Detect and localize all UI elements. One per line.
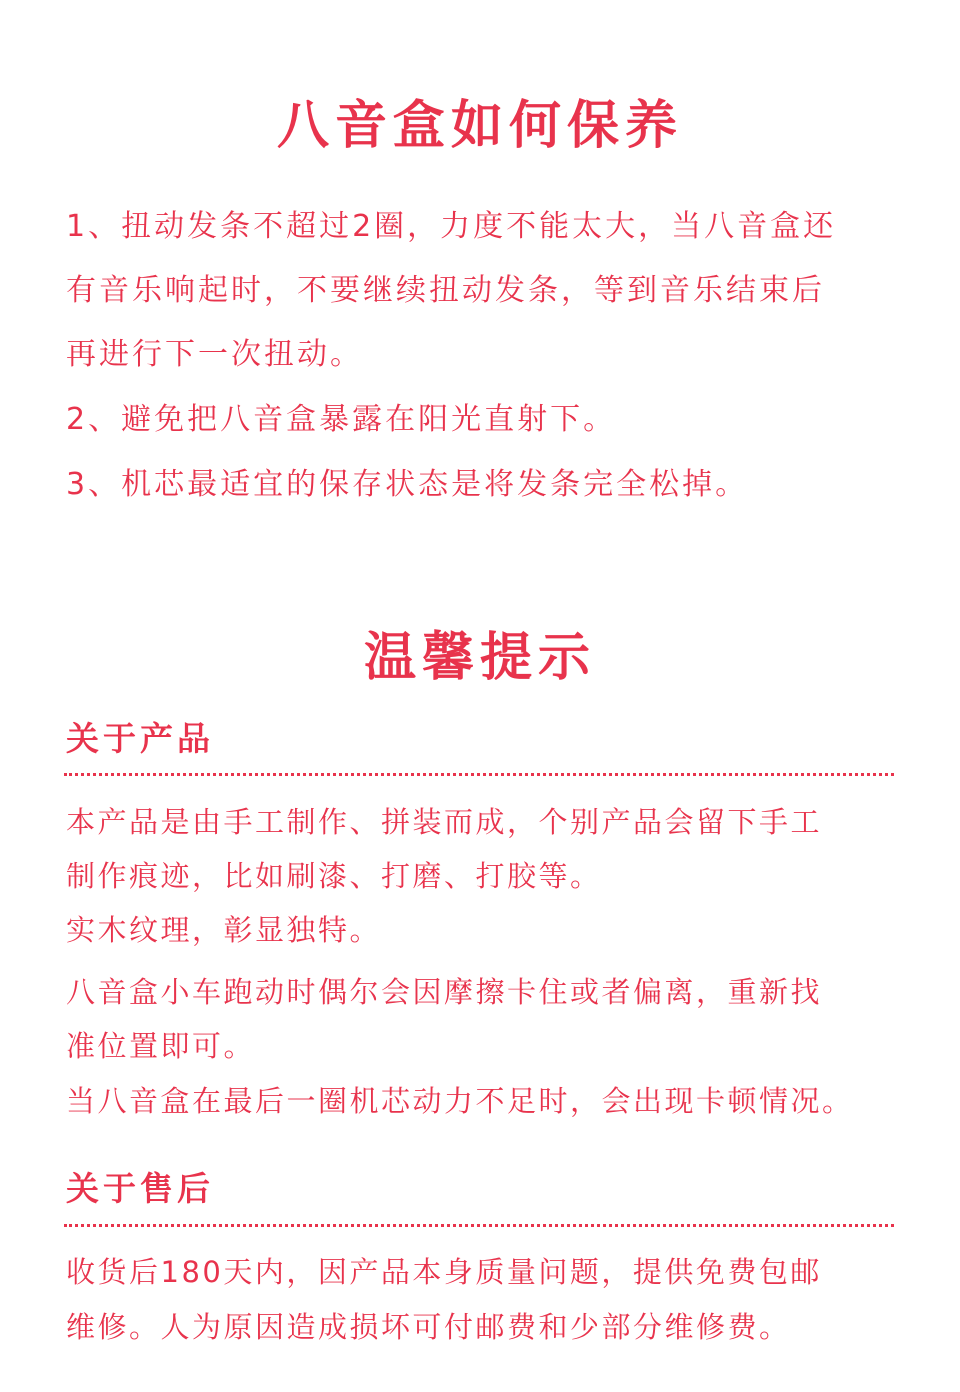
aftersales-divider [64, 1224, 894, 1227]
care-line-3: 再进行下一次扭动。 [66, 337, 363, 372]
care-line-5: 3、机芯最适宜的保存状态是将发条完全松掉。 [66, 467, 749, 502]
product-line-5: 准位置即可。 [66, 1029, 256, 1063]
product-heading: 关于产品 [66, 719, 214, 758]
product-divider [64, 773, 894, 776]
product-line-4: 八音盒小车跑动时偶尔会因摩擦卡住或者偏离，重新找 [66, 975, 823, 1009]
care-title: 八音盒如何保养 [276, 96, 683, 156]
product-line-2: 制作痕迹，比如刷漆、打磨、打胶等。 [66, 859, 602, 893]
tips-title: 温馨提示 [363, 628, 596, 688]
aftersales-line-1: 收货后180天内，因产品本身质量问题，提供免费包邮 [66, 1255, 822, 1289]
care-line-2: 有音乐响起时，不要继续扭动发条，等到音乐结束后 [66, 273, 825, 308]
product-line-1: 本产品是由手工制作、拼装而成，个别产品会留下手工 [66, 805, 823, 839]
product-line-3: 实木纹理，彰显独特。 [66, 913, 382, 947]
aftersales-line-2: 维修。人为原因造成损坏可付邮费和少部分维修费。 [66, 1310, 791, 1344]
product-line-6: 当八音盒在最后一圈机芯动力不足时，会出现卡顿情况。 [66, 1084, 854, 1118]
aftersales-heading: 关于售后 [66, 1169, 214, 1208]
care-line-4: 2、避免把八音盒暴露在阳光直射下。 [66, 402, 617, 437]
care-line-1: 1、扭动发条不超过2圈，力度不能太大，当八音盒还 [66, 209, 837, 244]
